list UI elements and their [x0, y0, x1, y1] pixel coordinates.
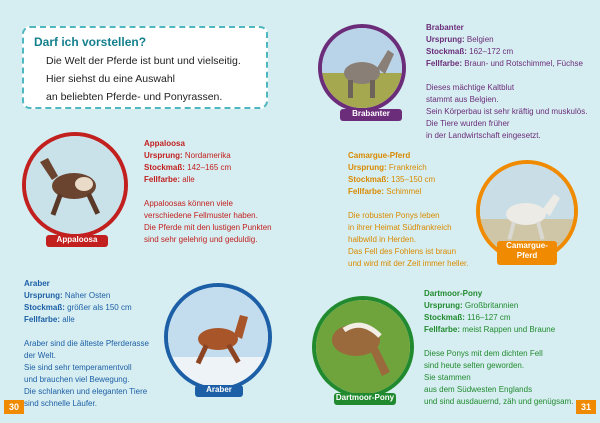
- size-key: Stockmaß:: [24, 303, 65, 312]
- intro-line: an beliebten Pferde- und Ponyrassen.: [46, 91, 223, 103]
- intro-line: Hier siehst du eine Auswahl: [46, 73, 175, 85]
- araber-text: und brauchen viel Bewegung.: [24, 375, 130, 384]
- dartmoor-label: Dartmoor-Pony: [334, 393, 396, 405]
- page-number-right: 31: [576, 400, 596, 414]
- intro-title: Darf ich vorstellen?: [34, 35, 147, 49]
- color-key: Fellfarbe:: [24, 315, 61, 324]
- origin-key: Ursprung:: [424, 301, 463, 310]
- appaloosa-text: Appaloosas können viele: [144, 199, 233, 208]
- brabanter-text: Sein Körperbau ist sehr kräftig und muskulös.: [426, 107, 588, 116]
- camargue-label: [497, 241, 557, 265]
- size-value: 142–165 cm: [187, 163, 232, 172]
- dartmoor-text: Diese Ponys mit dem dichten Fell: [424, 349, 543, 358]
- color-key: Fellfarbe:: [426, 59, 463, 68]
- appaloosa-photo: [22, 132, 128, 238]
- appaloosa-info: [144, 138, 272, 246]
- appaloosa-text: sind sehr gelehrig und geduldig.: [144, 235, 258, 244]
- origin-key: Ursprung:: [426, 35, 465, 44]
- appaloosa-name: Appaloosa: [144, 139, 185, 148]
- color-value: alle: [62, 315, 75, 324]
- intro-box: [22, 26, 268, 109]
- color-value: Schimmel: [386, 187, 422, 196]
- page-number-left: 30: [4, 400, 24, 414]
- camargue-label-line: Pferd: [516, 250, 538, 260]
- araber-text: der Welt.: [24, 351, 56, 360]
- brabanter-text: Dieses mächtige Kaltblut: [426, 83, 515, 92]
- dartmoor-text: und sind ausdauernd, zäh und genügsam.: [424, 397, 574, 406]
- brabanter-text: stammt aus Belgien.: [426, 95, 499, 104]
- brabanter-info: [426, 22, 587, 142]
- brabanter-name: Brabanter: [426, 23, 464, 32]
- araber-photo: [164, 283, 272, 391]
- araber-name: Araber: [24, 279, 50, 288]
- dartmoor-name: Dartmoor-Pony: [424, 289, 483, 298]
- camargue-text: Das Fell des Fohlens ist braun: [348, 247, 457, 256]
- color-key: Fellfarbe:: [348, 187, 385, 196]
- appaloosa-text: Die Pferde mit den lustigen Punkten: [144, 223, 272, 232]
- dartmoor-text: aus dem Südwesten Englands: [424, 385, 533, 394]
- origin-value: Nordamerika: [184, 151, 231, 160]
- dartmoor-text: Sie stammen: [424, 373, 471, 382]
- dartmoor-text: sind heute selten geworden.: [424, 361, 525, 370]
- brabanter-text: Die Tiere wurden früher: [426, 119, 510, 128]
- camargue-info: [348, 150, 468, 270]
- camargue-text: in ihrer Heimat Südfrankreich: [348, 223, 452, 232]
- origin-value: Belgien: [466, 35, 494, 44]
- size-value: 162–172 cm: [469, 47, 514, 56]
- color-key: Fellfarbe:: [424, 325, 461, 334]
- origin-key: Ursprung:: [24, 291, 63, 300]
- dartmoor-info: [424, 288, 573, 408]
- size-value: 116–127 cm: [467, 313, 511, 322]
- color-value: alle: [182, 175, 195, 184]
- brabanter-photo: [318, 24, 406, 112]
- size-key: Stockmaß:: [426, 47, 467, 56]
- camargue-text: und wird mit der Zeit immer heller.: [348, 259, 469, 268]
- araber-text: Araber sind die älteste Pferderasse: [24, 339, 149, 348]
- origin-value: Großbritannien: [464, 301, 519, 310]
- araber-label: Araber: [195, 385, 243, 397]
- araber-text: Die schlanken und eleganten Tiere: [24, 387, 148, 396]
- origin-value: Frankreich: [388, 163, 427, 172]
- origin-value: Naher Osten: [64, 291, 111, 300]
- appaloosa-text: verschiedene Fellmuster haben.: [144, 211, 258, 220]
- araber-text: Sie sind sehr temperamentvoll: [24, 363, 132, 372]
- araber-info: [24, 278, 149, 410]
- size-value: größer als 150 cm: [67, 303, 132, 312]
- color-value: meist Rappen und Braune: [462, 325, 556, 334]
- brabanter-label: Brabanter: [340, 109, 402, 121]
- camargue-text: halbwild in Herden.: [348, 235, 417, 244]
- color-key: Fellfarbe:: [144, 175, 181, 184]
- origin-key: Ursprung:: [348, 163, 387, 172]
- origin-key: Ursprung:: [144, 151, 183, 160]
- intro-line: Die Welt der Pferde ist bunt und vielseitig.: [46, 55, 241, 67]
- brabanter-text: in der Landwirtschaft eingesetzt.: [426, 131, 541, 140]
- color-value: Braun- und Rotschimmel, Füchse: [464, 59, 583, 68]
- camargue-text: Die robusten Ponys leben: [348, 211, 440, 220]
- size-value: 135–150 cm: [391, 175, 436, 184]
- araber-text: sind schnelle Läufer.: [24, 399, 97, 408]
- size-key: Stockmaß:: [348, 175, 389, 184]
- dartmoor-photo: [312, 296, 414, 398]
- size-key: Stockmaß:: [424, 313, 465, 322]
- camargue-name: Camargue-Pferd: [348, 151, 411, 160]
- camargue-label-line: Camargue-: [506, 241, 548, 250]
- size-key: Stockmaß:: [144, 163, 185, 172]
- appaloosa-label: Appaloosa: [46, 235, 108, 247]
